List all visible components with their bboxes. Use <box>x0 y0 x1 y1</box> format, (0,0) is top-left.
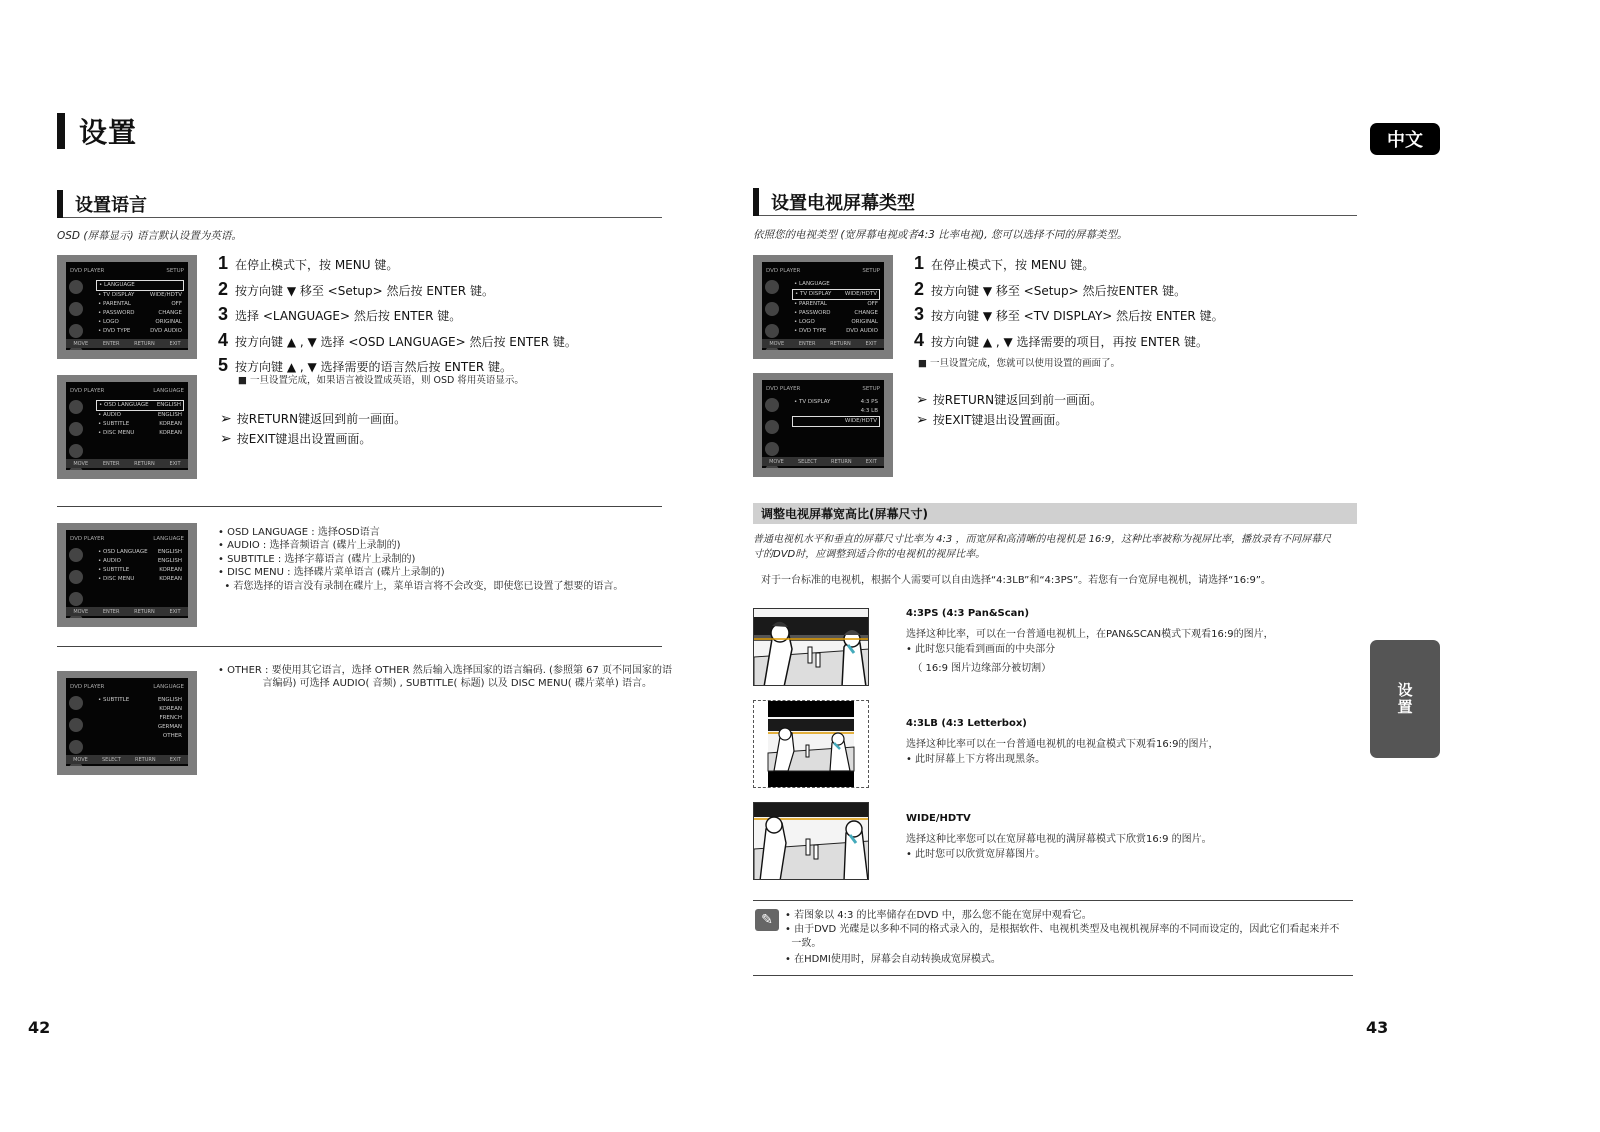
osd-display <box>762 380 884 468</box>
osd-menu-row <box>96 411 184 420</box>
osd-footer-item: EXIT <box>169 460 181 467</box>
osd-footer-item: ENTER <box>102 460 120 467</box>
disc-icon <box>69 592 83 606</box>
osd-menu-icons <box>765 280 791 334</box>
osd-menu-row <box>792 327 880 336</box>
osd-footer-item: MOVE <box>73 340 89 347</box>
language-tab: 中文 <box>1370 123 1440 155</box>
osd-menu-row <box>96 705 184 714</box>
osd-menu-icons <box>765 398 791 452</box>
disc-icon <box>69 696 83 710</box>
aspect-choose: 对于一台标准的电视机，根据个人需要可以自由选择“4:3LB”和“4:3PS”。若您有一台宽屏电视机，请选择“16:9”。 <box>761 575 1271 586</box>
osd-header-text: LANGUAGE <box>153 684 184 690</box>
osd-footer-item: EXIT <box>169 756 181 763</box>
right-steps <box>914 252 1224 354</box>
osd-menu-row <box>96 575 184 584</box>
osd-menu-rows <box>96 696 184 741</box>
arrow-icon: ➢ <box>916 412 928 428</box>
osd-menu-row <box>96 732 184 741</box>
disc-icon <box>69 548 83 562</box>
osd-footer-item: SELECT <box>102 756 121 763</box>
aspect-ratio-heading: 调整电视屏幕宽高比(屏幕尺寸) <box>753 503 1357 524</box>
right-tips: ➢ 按RETURN键返回到前一画面。 ➢ 按EXIT键退出设置画面。 <box>916 392 1103 428</box>
osd-row-label: • SUBTITLE <box>98 697 130 703</box>
osd-row-value: WIDE/HDTV <box>844 291 877 297</box>
osd-footer-item: ENTER <box>102 340 120 347</box>
osd-row-value: GERMAN <box>157 724 182 730</box>
osd-footer-item: MOVE <box>769 458 784 465</box>
side-chapter-tab: 设置 <box>1370 640 1440 758</box>
osd-row-label: • TV DISPLAY <box>795 291 832 297</box>
disc-icon <box>69 400 83 414</box>
osd-footer-item: RETURN <box>831 458 852 465</box>
osd-header <box>66 536 188 545</box>
osd-row-value: 4:3 PS <box>860 399 878 405</box>
osd-row-value: KOREAN <box>159 706 182 712</box>
osd-menu-icons <box>69 548 95 602</box>
osd-screen-1 <box>57 255 197 359</box>
osd-row-value: ENGLISH <box>157 558 182 564</box>
osd-header-text: SETUP <box>862 386 880 392</box>
osd-footer <box>66 607 188 616</box>
osd-row-value: CHANGE <box>854 310 878 316</box>
osd-footer <box>66 459 188 468</box>
arrow-icon: ➢ <box>916 392 928 408</box>
osd-row-value: ORIGINAL <box>851 319 878 325</box>
osd-row-value: KOREAN <box>159 567 182 573</box>
disc-icon <box>765 442 779 456</box>
osd-row-label: • AUDIO <box>98 412 121 418</box>
page-title: 设置 <box>57 113 137 149</box>
osd-row-label: • DISC MENU <box>98 430 135 436</box>
osd-menu-rows <box>792 398 880 427</box>
step: 1 在停止模式下，按 MENU 键。 <box>914 253 1095 273</box>
osd-row-value: 4:3 LB <box>860 408 878 414</box>
osd-row-value: KOREAN <box>159 576 182 582</box>
left-section-heading: 设置语言 <box>57 190 662 218</box>
aspect-intro: 普通电视机水平和垂直的屏幕尺寸比率为 4:3 ，而宽屏和高清晰的电视机是 16:9，这种比率被称为视屏比率，播放录有不同屏幕尺寸的DVD时，应调整到适合你的电视机的视屏比率。 <box>753 534 1332 560</box>
disc-icon <box>765 420 779 434</box>
osd-row-label: • TV DISPLAY <box>98 292 135 298</box>
osd-header-text: LANGUAGE <box>153 536 184 542</box>
osd-row-value: FRENCH <box>159 715 182 721</box>
osd-display <box>66 678 188 766</box>
other-language-note: • OTHER : 要使用其它语言，选择 OTHER 然后输入选择国家的语言编码. (参照第 67 页不同国家的语 言编码) 可选择 AUDIO( 音频) , SUBTITLE( 标题) 以及 DISC MENU( 碟片菜单) 语言。 <box>218 665 673 690</box>
wide-hdtv-illustration <box>753 802 869 880</box>
osd-menu-row <box>96 714 184 723</box>
osd-display <box>66 530 188 618</box>
osd-header <box>762 268 884 277</box>
divider <box>57 506 662 507</box>
osd-row-value: OFF <box>171 301 182 307</box>
osd-row-label: • PASSWORD <box>794 310 831 316</box>
osd-row-label: • LANGUAGE <box>99 282 135 288</box>
footnote-box: ✎ • 若图象以 4:3 的比率储存在DVD 中，那么您不能在宽屏中观看它。 • 由于DVD 光碟是以多种不同的格式录入的，是根据软件、电视机类型及电视机视屏率的不同而设定的，因此它们看起来并不 一致。 • 在HDMI使用时，屏幕会自动转换成宽屏模式。 <box>753 900 1353 976</box>
osd-row-value: WIDE/HDTV <box>149 292 182 298</box>
osd-menu-row <box>96 557 184 566</box>
osd-header <box>66 268 188 277</box>
disc-icon <box>69 718 83 732</box>
osd-display <box>762 262 884 350</box>
osd-row-label: • PASSWORD <box>98 310 135 316</box>
osd-row-value: DVD AUDIO <box>846 328 878 334</box>
osd-footer-item: RETURN <box>135 756 156 763</box>
pan-scan-illustration <box>753 608 869 686</box>
osd-menu-row <box>792 300 880 309</box>
osd-header-text: DVD PLAYER <box>70 684 105 690</box>
left-step-note: ■ 一旦设置完成，如果语言被设置成英语，则 OSD 将用英语显示。 <box>238 375 524 386</box>
osd-footer-item: EXIT <box>169 608 181 615</box>
disc-icon <box>69 444 83 458</box>
osd-menu-row <box>792 398 880 407</box>
osd-menu-row <box>96 309 184 318</box>
title-bar <box>57 113 65 149</box>
disc-icon <box>69 570 83 584</box>
step: 2 按方向键 ▼ 移至 <Setup> 然后按ENTER 键。 <box>914 278 1187 299</box>
osd-row-label: • LOGO <box>98 319 119 325</box>
osd-row-value: ENGLISH <box>157 697 182 703</box>
page-number-right: 43 <box>1366 1018 1389 1037</box>
disc-icon <box>69 740 83 754</box>
osd-menu-row <box>96 327 184 336</box>
osd-menu-row <box>96 291 184 300</box>
left-intro: OSD (屏幕显示) 语言默认设置为英语。 <box>57 230 242 242</box>
disc-icon <box>69 280 83 294</box>
osd-header-text: LANGUAGE <box>153 388 184 394</box>
arrow-icon: ➢ <box>220 411 232 427</box>
osd-row-value: OFF <box>867 301 878 307</box>
osd-row-value: KOREAN <box>159 430 182 436</box>
step: 3 按方向键 ▼ 移至 <TV DISPLAY> 然后按 ENTER 键。 <box>914 304 1224 324</box>
osd-menu-row <box>792 280 880 289</box>
osd-menu-row <box>792 318 880 327</box>
language-item-list: • OSD LANGUAGE : 选择OSD语言 • AUDIO : 选择音频语言 (碟片上录制的) • SUBTITLE : 选择字幕语言 (碟片上录制的) • DISC MENU : 选择碟片菜单语言 (碟片上录制的) • 若您选择的语言没有录制在碟片上，菜单语言将不会改变，即使您已设置了想要的语言。 <box>218 527 624 592</box>
osd-row-label: • DVD TYPE <box>794 328 827 334</box>
osd-footer-item: MOVE <box>769 340 785 347</box>
divider <box>57 646 662 647</box>
osd-footer <box>66 755 188 764</box>
osd-header <box>762 386 884 395</box>
osd-row-value: ENGLISH <box>157 412 182 418</box>
osd-menu-row <box>792 407 880 416</box>
right-intro: 依照您的电视类型 (宽屏幕电视或者4:3 比率电视), 您可以选择不同的屏幕类型。 <box>753 229 1128 241</box>
osd-menu-row <box>96 400 184 411</box>
osd-footer-item: ENTER <box>798 340 816 347</box>
disc-icon <box>765 398 779 412</box>
osd-menu-row <box>96 318 184 327</box>
osd-display <box>66 262 188 350</box>
osd-row-value: CHANGE <box>158 310 182 316</box>
osd-footer-item: MOVE <box>73 460 89 467</box>
osd-screen-2 <box>57 375 197 479</box>
osd-screen-5 <box>753 255 893 359</box>
osd-row-label: • OSD LANGUAGE <box>99 402 149 408</box>
osd-header-text: SETUP <box>166 268 184 274</box>
step: 2 按方向键 ▼ 移至 <Setup> 然后按 ENTER 键。 <box>218 278 494 299</box>
osd-row-value: WIDE/HDTV <box>844 418 877 424</box>
disc-icon <box>765 280 779 294</box>
osd-menu-row <box>96 420 184 429</box>
osd-row-label: • SUBTITLE <box>98 567 130 573</box>
osd-footer-item: RETURN <box>134 340 155 347</box>
left-steps <box>218 252 577 380</box>
osd-footer-item: ENTER <box>102 608 120 615</box>
osd-header-text: DVD PLAYER <box>70 388 105 394</box>
osd-menu-rows <box>96 400 184 438</box>
osd-screen-4 <box>57 671 197 775</box>
osd-menu-row <box>792 416 880 427</box>
osd-footer-item: EXIT <box>169 340 181 347</box>
osd-row-label: • DISC MENU <box>98 576 135 582</box>
disc-icon <box>69 324 83 338</box>
step: 3 选择 <LANGUAGE> 然后按 ENTER 键。 <box>218 304 462 324</box>
mode-pan-scan: 4:3PS (4:3 Pan&Scan) 选择这种比率，可以在一台普通电视机上，在PAN&SCAN模式下观看16:9的图片， • 此时您只能看到画面的中央部分 （ 16:9 图片边缘部分被切割） <box>906 608 1274 674</box>
osd-screen-6 <box>753 373 893 477</box>
osd-menu-row <box>96 429 184 438</box>
osd-header-text: DVD PLAYER <box>70 268 105 274</box>
osd-row-value: ENGLISH <box>157 549 182 555</box>
osd-menu-row <box>792 289 880 300</box>
osd-header-text: DVD PLAYER <box>766 386 801 392</box>
disc-icon <box>765 324 779 338</box>
osd-footer-item: MOVE <box>73 756 88 763</box>
osd-menu-row <box>96 723 184 732</box>
osd-footer-item: EXIT <box>865 458 877 465</box>
left-tips: ➢ 按RETURN键返回到前一画面。 ➢ 按EXIT键退出设置画面。 <box>220 411 407 447</box>
osd-row-label: • AUDIO <box>98 558 121 564</box>
osd-footer-item: RETURN <box>134 460 155 467</box>
step: 1 在停止模式下，按 MENU 键。 <box>218 253 399 273</box>
osd-header-text: DVD PLAYER <box>766 268 801 274</box>
disc-icon <box>69 302 83 316</box>
osd-row-value: ORIGINAL <box>155 319 182 325</box>
osd-menu-icons <box>69 280 95 334</box>
step: 5 按方向键 ▲ , ▼ 选择需要的语言然后按 ENTER 键。 <box>218 355 512 375</box>
osd-row-label: • PARENTAL <box>794 301 827 307</box>
letterbox-illustration <box>753 700 869 788</box>
osd-row-label: • OSD LANGUAGE <box>98 549 148 555</box>
mode-letterbox: 4:3LB (4:3 Letterbox) 选择这种比率可以在一台普通电视机的电视盒模式下观看16:9的图片， • 此时屏幕上下方将出现黑条。 <box>906 718 1219 765</box>
osd-header <box>66 684 188 693</box>
osd-row-label: • LOGO <box>794 319 815 325</box>
osd-footer-item: RETURN <box>830 340 851 347</box>
osd-menu-row <box>96 548 184 557</box>
osd-header <box>66 388 188 397</box>
osd-screen-3 <box>57 523 197 627</box>
osd-header-text: DVD PLAYER <box>70 536 105 542</box>
osd-row-value: DVD AUDIO <box>150 328 182 334</box>
osd-row-value: ENGLISH <box>156 402 181 408</box>
osd-menu-row <box>96 300 184 309</box>
osd-footer <box>762 457 884 466</box>
arrow-icon: ➢ <box>220 431 232 447</box>
osd-menu-rows <box>96 280 184 336</box>
osd-row-label: • TV DISPLAY <box>794 399 831 405</box>
right-step-note: ■ 一旦设置完成，您就可以使用设置的画面了。 <box>918 358 1120 369</box>
osd-menu-row <box>96 280 184 291</box>
osd-row-label: • LANGUAGE <box>794 281 830 287</box>
osd-footer-item: MOVE <box>73 608 89 615</box>
osd-footer-item: RETURN <box>134 608 155 615</box>
osd-footer-item: SELECT <box>798 458 817 465</box>
osd-footer <box>762 339 884 348</box>
osd-menu-rows <box>792 280 880 336</box>
osd-menu-icons <box>69 400 95 454</box>
osd-row-value: OTHER <box>162 733 182 739</box>
osd-row-label: • PARENTAL <box>98 301 131 307</box>
osd-row-label: • DVD TYPE <box>98 328 131 334</box>
page-number-left: 42 <box>28 1018 51 1037</box>
osd-header-text: SETUP <box>862 268 880 274</box>
osd-row-label: • SUBTITLE <box>98 421 130 427</box>
disc-icon <box>69 422 83 436</box>
step: 4 按方向键 ▲ , ▼ 选择 <OSD LANGUAGE> 然后按 ENTER 键。 <box>218 329 577 350</box>
osd-footer <box>66 339 188 348</box>
osd-menu-rows <box>96 548 184 584</box>
mode-wide-hdtv: WIDE/HDTV 选择这种比率您可以在宽屏幕电视的满屏幕模式下欣赏16:9 的图片。 • 此时您可以欣赏宽屏幕图片。 <box>906 813 1212 860</box>
osd-row-value: KOREAN <box>159 421 182 427</box>
osd-display <box>66 382 188 470</box>
osd-menu-row <box>792 309 880 318</box>
pencil-note-icon: ✎ <box>755 909 779 931</box>
step: 4 按方向键 ▲ , ▼ 选择需要的项目，再按 ENTER 键。 <box>914 329 1208 350</box>
osd-menu-icons <box>69 696 95 750</box>
osd-menu-row <box>96 566 184 575</box>
osd-footer-item: EXIT <box>865 340 877 347</box>
disc-icon <box>765 302 779 316</box>
osd-menu-row <box>96 696 184 705</box>
right-section-heading: 设置电视屏幕类型 <box>753 188 1357 216</box>
